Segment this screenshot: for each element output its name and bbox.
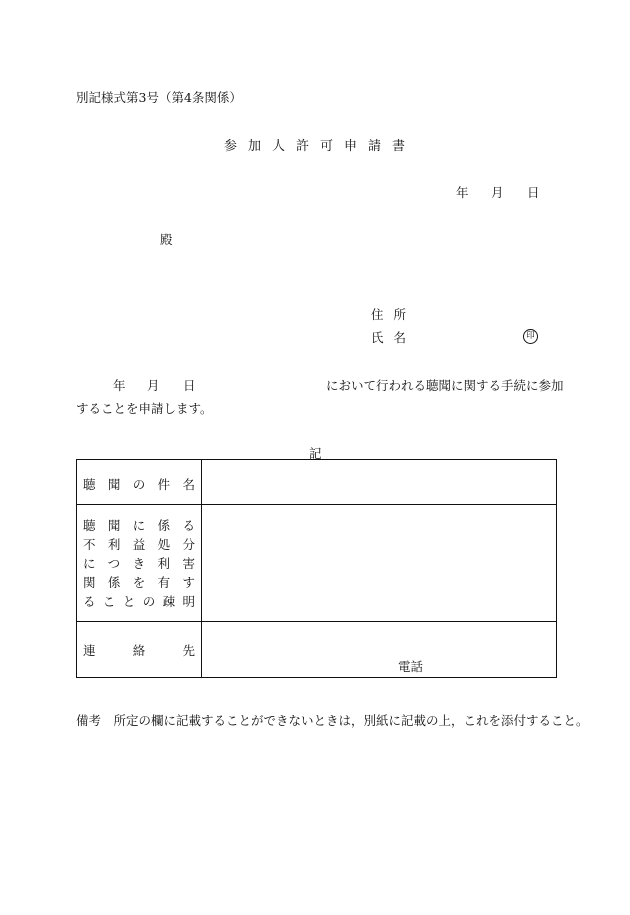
table-row <box>77 460 557 505</box>
label-line: につき利害 <box>83 556 195 571</box>
contact-field[interactable] <box>202 622 557 678</box>
body-day-label: 日 <box>183 378 196 393</box>
interest-explanation-field[interactable] <box>202 505 557 622</box>
address-label: 住所 <box>371 307 417 322</box>
application-table <box>76 459 557 678</box>
name-label: 氏名 <box>371 330 417 345</box>
hearing-subject-field[interactable] <box>202 460 557 505</box>
hearing-subject-label: 聴聞の件名 <box>83 477 195 492</box>
label-line: 聴聞に係る <box>83 518 195 533</box>
interest-explanation-label-cell <box>77 505 202 622</box>
table-row <box>77 622 557 678</box>
hearing-subject-label-cell <box>77 460 202 505</box>
label-line: 関係を有す <box>83 575 195 590</box>
body-text-line1: において行われる聴聞に関する手続に参加 <box>326 378 564 393</box>
document-title: 参加人許可申請書 <box>224 139 417 154</box>
seal-mark <box>523 326 538 344</box>
form-number: 別記様式第3号（第4条関係） <box>76 90 242 105</box>
contact-label-cell <box>77 622 202 678</box>
date-day-label: 日 <box>527 185 540 200</box>
interest-explanation-label <box>77 505 201 611</box>
footnote: 備考 所定の欄に記載することができないときは，別紙に記載の上，これを添付すること。 <box>76 713 589 728</box>
label-line: ることの疎明 <box>83 594 195 609</box>
body-year-label: 年 <box>113 378 126 393</box>
date-month-label: 月 <box>491 185 504 200</box>
date-year-label: 年 <box>456 185 469 200</box>
record-heading: 記 <box>309 446 322 461</box>
seal-icon: 印 <box>523 329 538 344</box>
label-line: 不利益処分 <box>83 537 195 552</box>
body-month-label: 月 <box>147 378 160 393</box>
phone-label: 電話 <box>398 659 424 674</box>
contact-label: 連絡先 <box>83 643 195 658</box>
addressee-honorific: 殿 <box>160 232 173 247</box>
table-row <box>77 505 557 622</box>
body-text-line2: することを申請します。 <box>76 401 213 416</box>
